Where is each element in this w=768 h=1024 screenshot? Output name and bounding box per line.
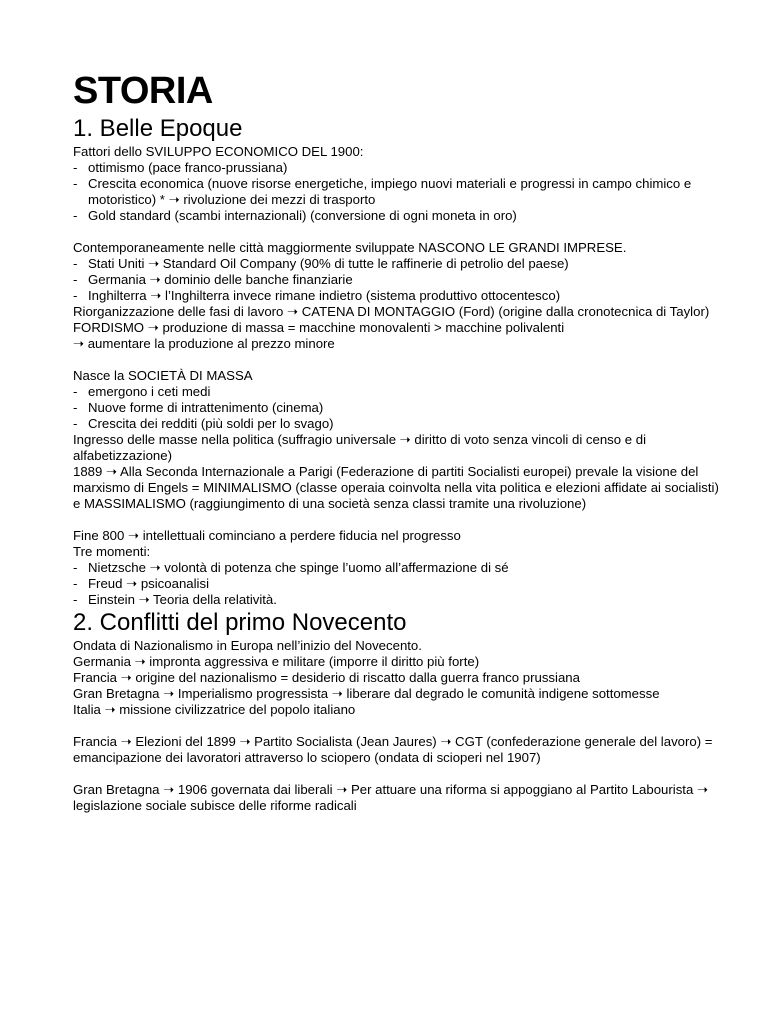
paragraph: Tre momenti: (73, 544, 151, 559)
paragraph-gap (73, 766, 723, 782)
bullet-list-big-companies (73, 256, 723, 304)
paragraph: Ondata di Nazionalismo in Europa nell’inizio del Novecento. (73, 638, 422, 653)
paragraph: 1889 ➝ Alla Seconda Internazionale a Parigi (Federazione di partiti Socialisti europei) prevale la visione del marxismo di Engels = MINIMALISMO (classe operaia coinvolta nella vita politica e elezioni affidate ai socialisti) e MASSIMALISMO (raggiungimento di una società senza classi tramite una rivoluzione) (73, 464, 719, 511)
paragraph: Francia ➝ Elezioni del 1899 ➝ Partito Socialista (Jean Jaures) ➝ CGT (confederazione generale del lavoro) = emancipazione dei lavoratori attraverso lo sciopero (ondata di scioperi nel 1907) (73, 734, 713, 765)
list-item: - Gold standard (scambi internazionali) (conversione di ogni moneta in oro) (73, 208, 723, 224)
paragraph: Riorganizzazione delle fasi di lavoro ➝ CATENA DI MONTAGGIO (Ford) (origine dalla cronotecnica di Taylor) (73, 304, 710, 319)
bullet-list-mass-society (73, 384, 723, 432)
paragraph: Fattori dello SVILUPPO ECONOMICO DEL 1900: (73, 144, 364, 159)
paragraph: Ingresso delle masse nella politica (suffragio universale ➝ diritto di voto senza vincoli di censo e di alfabetizzazione) (73, 432, 647, 463)
list-item: - emergono i ceti medi (73, 384, 723, 400)
paragraph: Contemporaneamente nelle città maggiormente sviluppate NASCONO LE GRANDI IMPRESE. (73, 240, 627, 255)
list-item: - Einstein ➝ Teoria della relatività. (73, 592, 723, 608)
section-heading-conflitti: 2. Conflitti del primo Novecento (73, 609, 407, 636)
list-item: - Nietzsche ➝ volontà di potenza che spinge l’uomo all’affermazione di sé (73, 560, 723, 576)
section-heading-belle-epoque: 1. Belle Epoque (73, 115, 243, 142)
paragraph-gap (73, 352, 723, 368)
document-title: STORIA (73, 70, 213, 112)
list-item: - Crescita economica (nuove risorse energetiche, impiego nuovi materiali e progressi in campo chimico e motoristico) * ➝ rivoluzione dei mezzi di trasporto (73, 176, 723, 208)
document-page (73, 68, 723, 814)
list-item: - Freud ➝ psicoanalisi (73, 576, 723, 592)
bullet-list-three-moments (73, 560, 723, 608)
paragraph: Nasce la SOCIETÀ DI MASSA (73, 368, 253, 383)
list-item: - Stati Uniti ➝ Standard Oil Company (90% di tutte le raffinerie di petrolio del paese) (73, 256, 723, 272)
list-item: - ottimismo (pace franco-prussiana) (73, 160, 723, 176)
paragraph: Germania ➝ impronta aggressiva e militare (imporre il diritto più forte) (73, 654, 480, 669)
list-item: - Germania ➝ dominio delle banche finanziarie (73, 272, 723, 288)
paragraph-gap (73, 512, 723, 528)
bullet-list-development-factors (73, 160, 723, 224)
paragraph: Fine 800 ➝ intellettuali cominciano a perdere fiducia nel progresso (73, 528, 461, 543)
paragraph: Gran Bretagna ➝ 1906 governata dai liberali ➝ Per attuare una riforma si appoggiano al Partito Labourista ➝ legislazione sociale subisce delle riforme radicali (73, 782, 709, 813)
paragraph: ➝ aumentare la produzione al prezzo minore (73, 336, 335, 351)
list-item: - Nuove forme di intrattenimento (cinema) (73, 400, 723, 416)
paragraph: Italia ➝ missione civilizzatrice del popolo italiano (73, 702, 356, 717)
paragraph-gap (73, 224, 723, 240)
paragraph: Gran Bretagna ➝ Imperialismo progressista ➝ liberare dal degrado le comunità indigene sottomesse (73, 686, 660, 701)
list-item: - Crescita dei redditi (più soldi per lo svago) (73, 416, 723, 432)
section-body-belle-epoque (73, 144, 723, 608)
list-item: - Inghilterra ➝ l’Inghilterra invece rimane indietro (sistema produttivo ottocentesco) (73, 288, 723, 304)
paragraph-gap (73, 718, 723, 734)
section-body-conflitti (73, 638, 723, 814)
paragraph: FORDISMO ➝ produzione di massa = macchine monovalenti > macchine polivalenti (73, 320, 565, 335)
paragraph: Francia ➝ origine del nazionalismo = desiderio di riscatto dalla guerra franco prussiana (73, 670, 580, 685)
